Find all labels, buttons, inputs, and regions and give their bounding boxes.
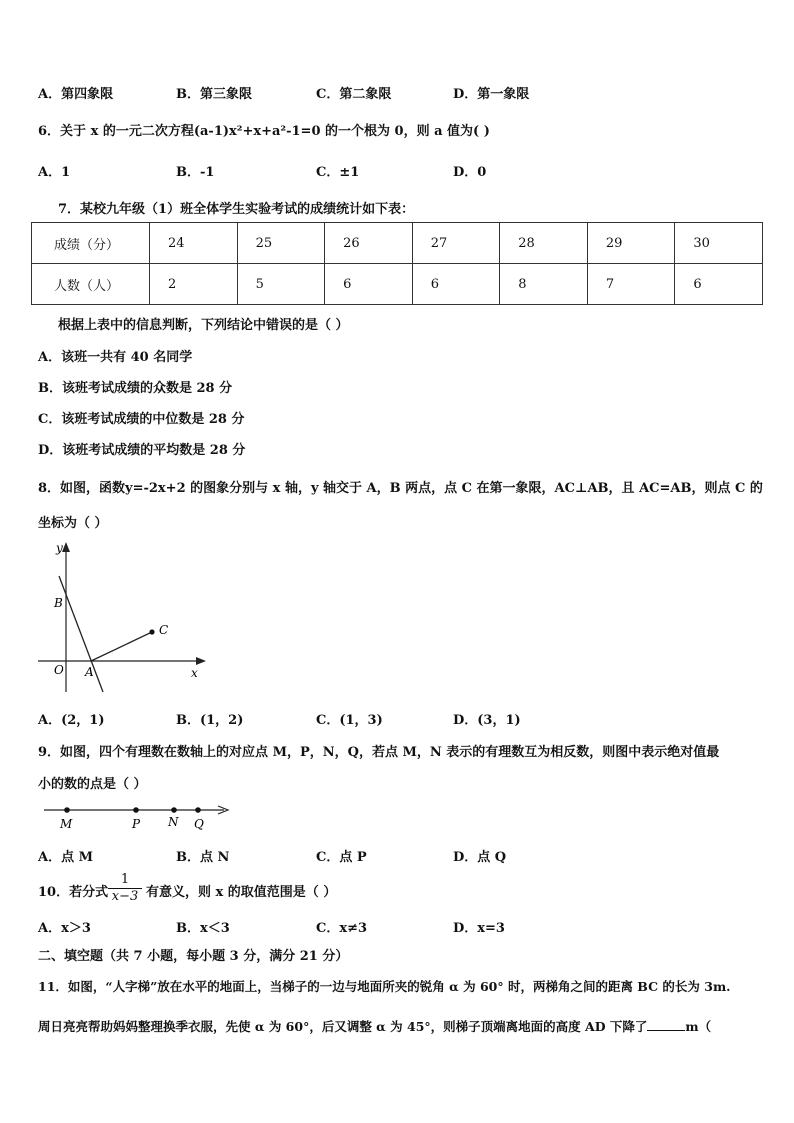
table-cell: 6 — [325, 264, 413, 305]
q8-options — [38, 709, 738, 729]
q10-prefix: 10．若分式 — [38, 885, 109, 900]
label-x: x — [191, 666, 198, 680]
point-m — [64, 807, 70, 813]
label-a: A — [85, 665, 94, 679]
table-cell: 27 — [412, 223, 500, 264]
section-heading: 二、填空题（共 7 小题，每小题 3 分，满分 21 分） — [38, 949, 349, 964]
q10-suffix: 有意义，则 x 的取值范围是（ ） — [146, 885, 337, 900]
q6-option-a[interactable]: A．1 — [38, 165, 71, 180]
q9-options — [38, 846, 738, 866]
label-c: C — [159, 623, 169, 637]
q8-option-a[interactable]: A．(2，1) — [38, 713, 105, 728]
table-row — [32, 264, 763, 305]
q5-options — [38, 83, 738, 103]
q8-option-c[interactable]: C．(1，3) — [316, 713, 383, 728]
q5-option-b[interactable]: B．第三象限 — [176, 87, 252, 102]
q6-options — [38, 161, 738, 181]
q10-option-b[interactable]: B．x＜3 — [176, 921, 230, 936]
q10-options — [38, 917, 738, 937]
x-axis-arrow — [196, 657, 206, 665]
answer-blank[interactable] — [647, 1018, 685, 1031]
q6-stem: 6．关于 x 的一元二次方程(a-1)x²+x+a²-1=0 的一个根为 0，则 a 值为( ) — [38, 124, 490, 139]
q6-option-d[interactable]: D．0 — [453, 165, 487, 180]
table-cell: 6 — [675, 264, 763, 305]
point-p — [133, 807, 139, 813]
q11-unit: m（ — [685, 1019, 712, 1034]
table-cell: 5 — [237, 264, 325, 305]
q6-option-b[interactable]: B．-1 — [176, 165, 215, 180]
q7-intro: 7．某校九年级（1）班全体学生实验考试的成绩统计如下表： — [58, 202, 415, 217]
point-c — [149, 629, 154, 634]
q9-option-c[interactable]: C．点 P — [316, 850, 367, 865]
table-cell: 29 — [587, 223, 675, 264]
q5-option-a[interactable]: A．第四象限 — [38, 87, 114, 102]
label-y: y — [56, 541, 63, 555]
q5-option-c[interactable]: C．第二象限 — [316, 87, 392, 102]
q10-option-d[interactable]: D．x=3 — [453, 921, 505, 936]
q8-stem-cont: 坐标为（ ） — [38, 516, 108, 531]
table-cell: 30 — [675, 223, 763, 264]
q8-figure — [30, 540, 215, 695]
q7-option-a[interactable]: A．该班一共有 40 名同学 — [38, 350, 193, 365]
label-o: O — [54, 663, 64, 677]
table-header-count: 人数（人） — [32, 264, 150, 305]
score-table — [31, 222, 763, 305]
q7-option-c[interactable]: C．该班考试成绩的中位数是 28 分 — [38, 412, 245, 427]
table-row — [32, 223, 763, 264]
table-cell: 26 — [325, 223, 413, 264]
table-cell: 7 — [587, 264, 675, 305]
q9-stem-cont: 小的数的点是（ ） — [38, 777, 147, 792]
q7-question: 根据上表中的信息判断，下列结论中错误的是（ ） — [58, 318, 349, 333]
label-p: P — [132, 817, 141, 831]
fraction-denominator: x−3 — [111, 889, 139, 904]
q7-option-d[interactable]: D．该班考试成绩的平均数是 28 分 — [38, 443, 246, 458]
label-q: Q — [194, 817, 204, 831]
q9-stem: 9．如图，四个有理数在数轴上的对应点 M，P，N，Q，若点 M，N 表示的有理数互为相反数，则图中表示绝对值最 — [38, 745, 720, 760]
q9-number-line — [40, 800, 235, 832]
q10-option-a[interactable]: A．x＞3 — [38, 921, 91, 936]
q11-stem-cont — [38, 1017, 711, 1035]
label-n: N — [168, 815, 179, 829]
q6-option-c[interactable]: C．±1 — [316, 165, 360, 180]
q8-option-b[interactable]: B．(1，2) — [176, 713, 244, 728]
q7-option-b[interactable]: B．该班考试成绩的众数是 28 分 — [38, 381, 233, 396]
q10-option-c[interactable]: C．x≠3 — [316, 921, 368, 936]
q9-option-a[interactable]: A．点 M — [38, 850, 94, 865]
table-cell: 28 — [500, 223, 588, 264]
segment-ac — [91, 632, 152, 661]
fraction-numerator: 1 — [120, 872, 130, 887]
point-q — [195, 807, 201, 813]
label-m: M — [60, 817, 73, 831]
table-cell: 24 — [150, 223, 238, 264]
table-cell: 25 — [237, 223, 325, 264]
table-cell: 8 — [500, 264, 588, 305]
q11-stem-cont-text: 周日亮亮帮助妈妈整理换季衣服，先使 α 为 60°，后又调整 α 为 45°，则梯子顶端离地面的高度 AD 下降了 — [38, 1019, 648, 1034]
q11-stem: 11．如图，“人字梯”放在水平的地面上，当梯子的一边与地面所夹的锐角 α 为 60° 时，两梯角之间的距离 BC 的长为 3m. — [38, 979, 731, 994]
table-header-score: 成绩（分） — [32, 223, 150, 264]
point-n — [171, 807, 177, 813]
q8-stem: 8．如图，函数y=-2x+2 的图象分别与 x 轴，y 轴交于 A，B 两点，点 C 在第一象限，AC⊥AB，且 AC=AB，则点 C 的 — [38, 481, 763, 496]
q8-option-d[interactable]: D．(3，1) — [453, 713, 521, 728]
q5-option-d[interactable]: D．第一象限 — [453, 87, 530, 102]
label-b: B — [54, 596, 63, 610]
q10-fraction — [108, 872, 142, 905]
table-cell: 6 — [412, 264, 500, 305]
y-axis-arrow — [62, 542, 70, 552]
table-cell: 2 — [150, 264, 238, 305]
q9-option-d[interactable]: D．点 Q — [453, 850, 507, 865]
q9-option-b[interactable]: B．点 N — [176, 850, 230, 865]
